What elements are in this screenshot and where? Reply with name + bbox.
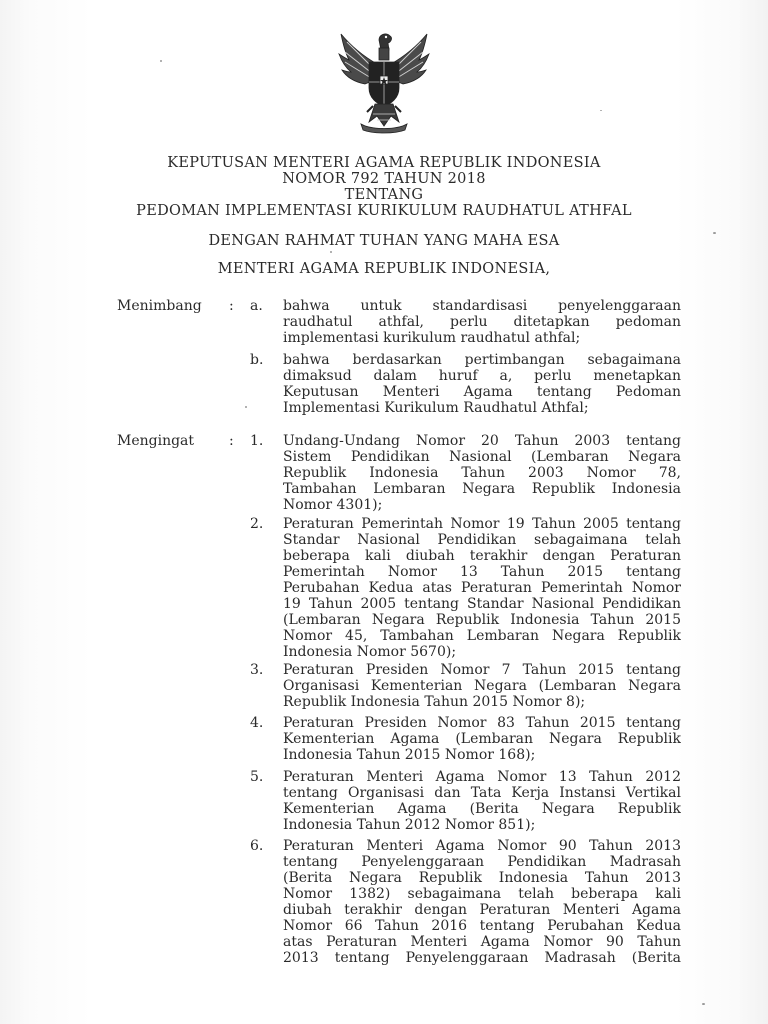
mengingat-4-line: Peraturan Presiden Nomor 83 Tahun 2015 tentang	[283, 715, 681, 731]
decree-invocation: DENGAN RAHMAT TUHAN YANG MAHA ESA	[208, 233, 560, 249]
decree-subject: PEDOMAN IMPLEMENTASI KURIKULUM RAUDHATUL ATHFAL	[136, 203, 632, 219]
mengingat-4-line: Indonesia Tahun 2015 Nomor 168);	[283, 747, 536, 763]
mengingat-3-line: Organisasi Kementerian Negara (Lembaran Negara	[283, 678, 681, 694]
mengingat-5-line: tentang Organisasi dan Tata Kerja Instansi Vertikal	[283, 785, 681, 801]
mengingat-1-line: Sistem Pendidikan Nasional (Lembaran Negara	[283, 449, 681, 465]
decree-authority: MENTERI AGAMA REPUBLIK INDONESIA,	[217, 261, 551, 277]
menimbang-a-line: bahwa untuk standardisasi penyelenggaraan	[283, 298, 681, 314]
mengingat-2-line: (Lembaran Negara Republik Indonesia Tahun 2015	[283, 612, 681, 628]
mengingat-1-line: Tambahan Lembaran Negara Republik Indonesia	[283, 481, 681, 497]
mengingat-5-line: Kementerian Agama (Berita Negara Republik	[283, 801, 681, 817]
mengingat-6-line: Nomor 1382) sebagaimana telah beberapa kali	[283, 886, 681, 902]
mengingat-2-line: Standar Nasional Pendidikan sebagaimana telah	[283, 532, 681, 548]
menimbang-b-line: Keputusan Menteri Agama tentang Pedoman	[283, 384, 681, 400]
mengingat-marker-1: 1.	[250, 433, 264, 449]
mengingat-2-line: Indonesia Nomor 5670);	[283, 644, 457, 660]
mengingat-6-line: (Berita Negara Republik Indonesia Tahun 2013	[283, 870, 681, 886]
mengingat-5-line: Peraturan Menteri Agama Nomor 13 Tahun 2012	[283, 769, 681, 785]
mengingat-marker-4: 4.	[250, 715, 264, 731]
mengingat-marker-3: 3.	[250, 662, 264, 678]
mengingat-2-line: Perubahan Kedua atas Peraturan Pemerintah Nomor	[283, 580, 681, 596]
menimbang-marker-a: a.	[250, 298, 263, 314]
mengingat-2-line: Nomor 45, Tambahan Lembaran Negara Republik	[283, 628, 681, 644]
mengingat-6-line: Nomor 66 Tahun 2016 tentang Perubahan Kedua	[283, 918, 681, 934]
mengingat-1-line: Republik Indonesia Tahun 2003 Nomor 78,	[283, 465, 681, 481]
mengingat-6-line: diubah terakhir dengan Peraturan Menteri Agama	[283, 902, 681, 918]
mengingat-marker-5: 5.	[250, 769, 264, 785]
menimbang-a-line: implementasi kurikulum raudhatul athfal;	[283, 330, 581, 346]
mengingat-3-line: Republik Indonesia Tahun 2015 Nomor 8);	[283, 694, 586, 710]
menimbang-b-line: bahwa berdasarkan pertimbangan sebagaimana	[283, 352, 681, 368]
mengingat-marker-6: 6.	[250, 838, 264, 854]
mengingat-2-line: 19 Tahun 2005 tentang Standar Nasional Pendidikan	[283, 596, 681, 612]
decree-title: KEPUTUSAN MENTERI AGAMA REPUBLIK INDONESIA	[167, 155, 601, 171]
menimbang-colon: :	[229, 298, 234, 314]
mengingat-6-line: atas Peraturan Menteri Agama Nomor 90 Tahun	[283, 934, 681, 950]
mengingat-colon: :	[229, 433, 234, 449]
mengingat-2-line: beberapa kali diubah terakhir dengan Peraturan	[283, 548, 681, 564]
menimbang-b-line: dimaksud dalam huruf a, perlu menetapkan	[283, 368, 681, 384]
mengingat-label: Mengingat	[117, 433, 195, 449]
garuda-emblem-icon	[333, 26, 435, 134]
decree-tentang: TENTANG	[344, 187, 424, 203]
mengingat-2-line: Peraturan Pemerintah Nomor 19 Tahun 2005 tentang	[283, 516, 681, 532]
mengingat-1-line: Undang-Undang Nomor 20 Tahun 2003 tentang	[283, 433, 681, 449]
mengingat-5-line: Indonesia Tahun 2012 Nomor 851);	[283, 817, 536, 833]
mengingat-6-line: 2013 tentang Penyelenggaraan Madrasah (Berita	[283, 950, 681, 966]
menimbang-a-line: raudhatul athfal, perlu ditetapkan pedoman	[283, 314, 681, 330]
mengingat-marker-2: 2.	[250, 516, 264, 532]
mengingat-3-line: Peraturan Presiden Nomor 7 Tahun 2015 tentang	[283, 662, 681, 678]
mengingat-2-line: Pemerintah Nomor 13 Tahun 2015 tentang	[283, 564, 681, 580]
mengingat-4-line: Kementerian Agama (Lembaran Negara Republik	[283, 731, 681, 747]
mengingat-1-line: Nomor 4301);	[283, 497, 383, 513]
mengingat-6-line: Peraturan Menteri Agama Nomor 90 Tahun 2013	[283, 838, 681, 854]
mengingat-6-line: tentang Penyelenggaraan Pendidikan Madrasah	[283, 854, 681, 870]
menimbang-marker-b: b.	[250, 352, 264, 368]
menimbang-label: Menimbang	[117, 298, 202, 314]
decree-number: NOMOR 792 TAHUN 2018	[282, 171, 486, 187]
menimbang-b-line: Implementasi Kurikulum Raudhatul Athfal;	[283, 400, 589, 416]
